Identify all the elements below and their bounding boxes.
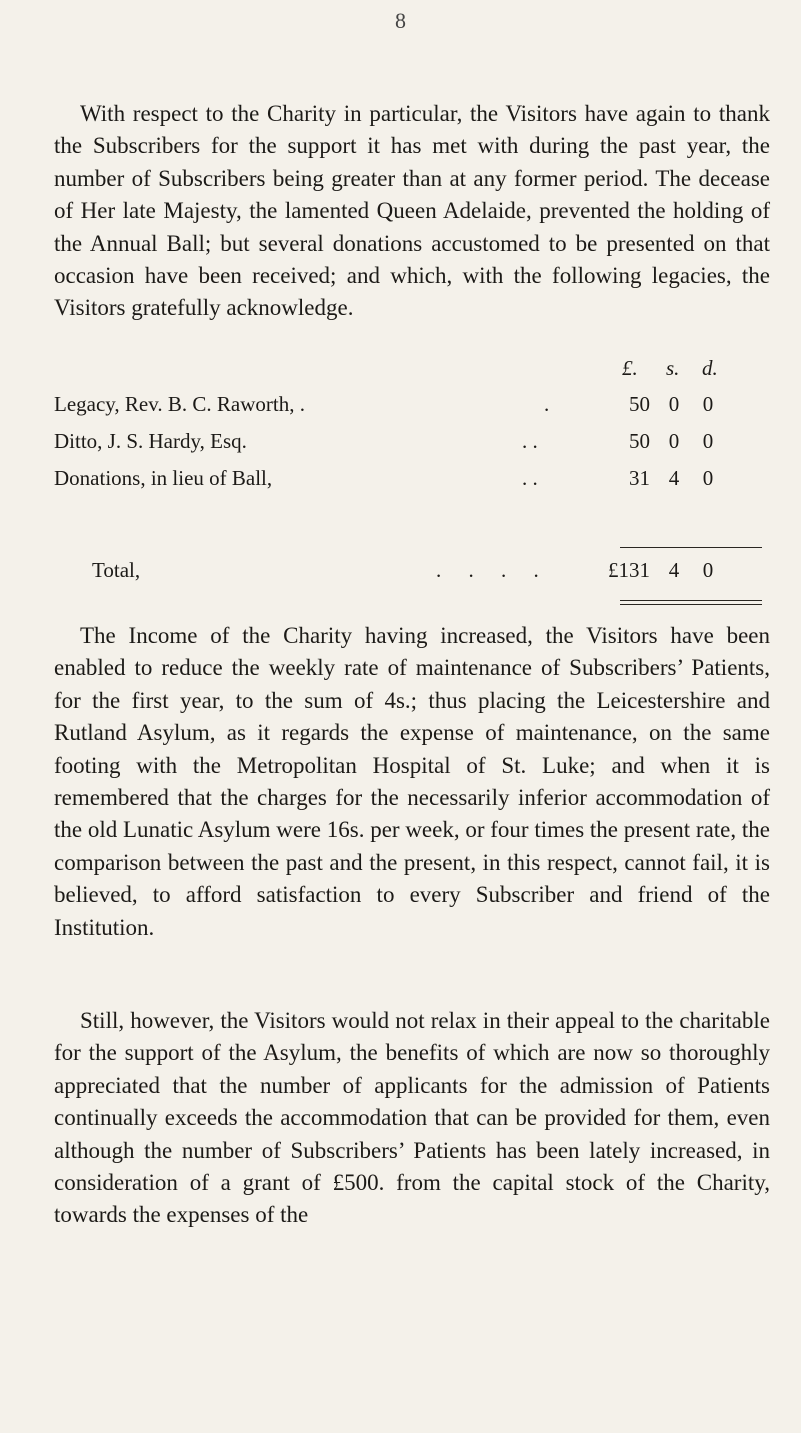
ledger-row-pounds: 31 — [629, 466, 650, 490]
ledger-row — [54, 392, 770, 422]
ledger-row-shillings: 0 — [668, 392, 680, 416]
ledger-total-leader: . . . . — [436, 558, 539, 582]
double-rule-top — [620, 600, 762, 601]
ledger-total-row — [54, 558, 770, 588]
shillings-header: s. — [666, 356, 680, 380]
ledger-total-pence: 0 — [702, 558, 714, 582]
ledger-row-leader: . — [544, 392, 550, 416]
pence-header: d. — [702, 356, 718, 380]
pounds-header: £. — [622, 356, 638, 380]
paragraph-charity-thanks: With respect to the Charity in particular, the Visitors have again to thank the Subscribers for the support it has met with during the past year, the number of Subscribers being greater than at any former period. The decease of Her late Majesty, the lamented Queen Adelaide, prevented the holding of the Annual Ball; but several donations accustomed to be presented on that occasion have been received; and which, with the following legacies, the Visitors gratefully acknowledge. — [54, 101, 770, 321]
ledger-total-shillings: 4 — [668, 558, 680, 582]
ledger-row-pounds: 50 — [629, 392, 650, 416]
ledger-row-label: Ditto, J. S. Hardy, Esq. — [54, 429, 247, 453]
ledger-row-pounds: 50 — [629, 429, 650, 453]
sum-rule — [620, 547, 762, 548]
ledger-row-shillings: 4 — [668, 466, 680, 490]
ledger-header-row — [54, 356, 770, 384]
ledger-row-leader: . . — [522, 466, 538, 490]
ledger-row-label: Donations, in lieu of Ball, — [54, 466, 273, 490]
ledger-total-pounds: £131 — [608, 558, 650, 582]
paragraph-appeal: Still, however, the Visitors would not relax in their appeal to the charitable for the support of the Asylum, the benefits of which are now so thoroughly appreciated that the number of applicants for the admission of Patients continually exceeds the accommodation that can be provided for them, even although the number of Subscribers’ Patients has been lately increased, in consideration of a grant of £500. from the capital stock of the Charity, towards the expenses of the — [54, 1008, 770, 1228]
ledger-row — [54, 429, 770, 459]
double-rule-bottom — [620, 604, 762, 605]
ledger-row — [54, 466, 770, 496]
page-number: 8 — [395, 8, 406, 33]
ledger-row-shillings: 0 — [668, 429, 680, 453]
ledger-row-pence: 0 — [702, 466, 714, 490]
ledger-total-label: Total, — [92, 558, 141, 582]
ledger-row-label: Legacy, Rev. B. C. Raworth, . — [54, 392, 305, 416]
ledger-row-pence: 0 — [702, 392, 714, 416]
paragraph-income-maintenance: The Income of the Charity having increased, the Visitors have been enabled to reduce the weekly rate of maintenance of Subscribers’ Patients, for the first year, to the sum of 4s.; thus placing the Leicestershire and Rutland Asylum, as it regards the expense of maintenance, on the same footing with the Metropolitan Hospital of St. Luke; and when it is remembered that the charges for the necessarily inferior accommodation of the old Lunatic Asylum were 16s. per week, or four times the present rate, the comparison between the past and the present, in this respect, cannot fail, it is believed, to afford satisfaction to every Subscriber and friend of the Institution. — [54, 623, 770, 940]
ledger-row-leader: . . — [522, 429, 538, 453]
ledger-row-pence: 0 — [702, 429, 714, 453]
